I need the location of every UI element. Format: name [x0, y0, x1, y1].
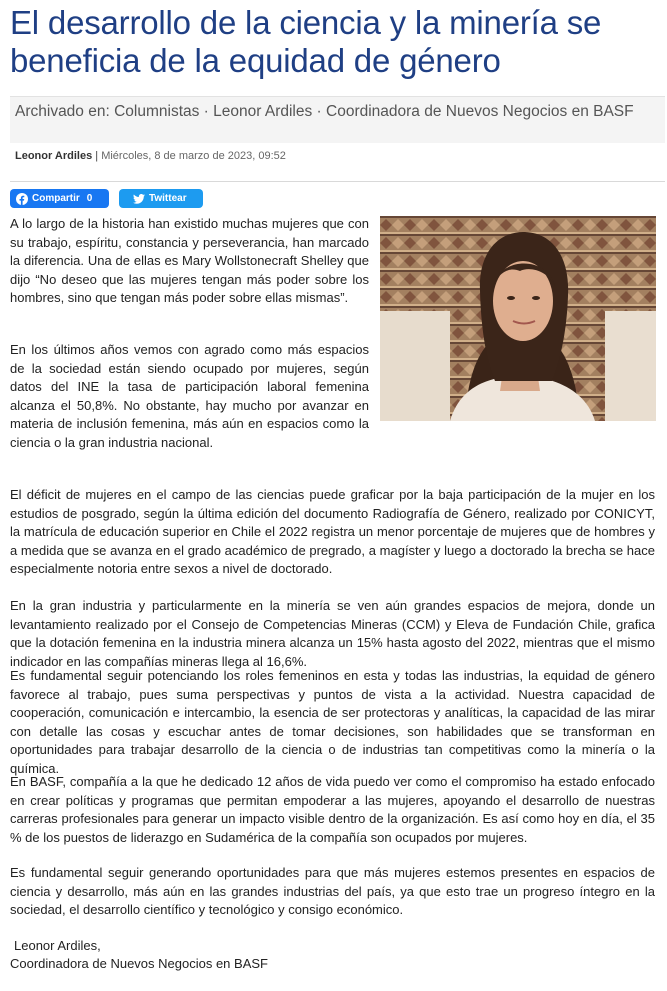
- paragraph-3: El déficit de mujeres en el campo de las ciencias puede graficar por la baja participación de la mujer en los estudios de posgrado, según la última edición del documento Radiografía de Género, realizado por CONICYT, la matrícula de educación superior en Chile el 2022 registra un menor porcentaje de mujeres que de hombres y a medida que se avanza en el grado académico de pregrado, a magíster y luego a doctorado la brecha se hace especialmente notoria entre sexos a nivel de doctorado.: [10, 487, 655, 576]
- paragraph-7: Es fundamental seguir generando oportunidades para que más mujeres estemos presentes en espacios de ciencia y desarrollo, más aún en las grandes industrias del país, ya que esto trae un progreso íntegro en la sociedad, el desarrollo científico y tecnológico y consigo económico.: [10, 865, 655, 917]
- twitter-share-button[interactable]: [119, 189, 203, 208]
- paragraph-5: Es fundamental seguir potenciando los roles femeninos en esta y todas las industrias, la equidad de género favorece al trabajo, pues suma perspectivas y puntos de vista a la actividad. Nuestra capacidad de cooperación, comunicación e intercambio, la esencia de ser protectoras y analíticas, la capacidad de las mirar con detalle las cosas y escuchar antes de tomar decisiones, son habilidades que se transforman en oportunidades para trabajar desarrollo de la ciencia o de industrias tan competitivas como la minería o la química.: [10, 668, 655, 776]
- divider: [10, 181, 665, 182]
- facebook-share-label: Compartir: [32, 193, 80, 204]
- facebook-share-count: 0: [86, 193, 93, 204]
- archive-info[interactable]: Archivado en: Columnistas · Leonor Ardiles · Coordinadora de Nuevos Negocios en BASF: [15, 103, 634, 120]
- archive-box: [10, 96, 665, 143]
- byline-date: Miércoles, 8 de marzo de 2023, 09:52: [101, 150, 286, 162]
- article-title: El desarrollo de la ciencia y la minería se beneficia de la equidad de género: [10, 4, 602, 79]
- facebook-icon: [16, 193, 28, 205]
- byline: [15, 150, 286, 162]
- paragraph-6: En BASF, compañía a la que he dedicado 12 años de vida puedo ver como el compromiso ha estado enfocado en crear políticas y programas que permitan empoderar a las mujeres, apoyando el desarrollo de nuestras carreras profesionales para generar un impacto visible dentro de la organización. Es así como hoy en día, el 35 % de los puestos de liderazgo en Sudamérica de la compañía son ocupados por mujeres.: [10, 774, 655, 845]
- signature-role: Coordinadora de Nuevos Negocios en BASF: [10, 956, 268, 971]
- paragraph-4: En la gran industria y particularmente en la minería se ven aún grandes espacios de mejora, donde un levantamiento realizado por el Consejo de Competencias Mineras (CCM) y Eleva de Fundación Chile, grafica que la dotación femenina en la industria minera alcanza un 15% hasta agosto del 2022, mientras que el mismo indicador en las compañías mineras llega al 16,6%.: [10, 598, 655, 669]
- twitter-share-label: Twittear: [149, 193, 187, 204]
- paragraph-1: A lo largo de la historia han existido muchas mujeres que con su trabajo, espíritu, constancia y perseverancia, han marcado la diferencia. Una de ellas es Mary Wollstonecraft Shelley que dijo “No deseo que las mujeres tengan más poder sobre los hombres, sino que tengan más poder sobre ellas mismas”.: [10, 216, 369, 305]
- facebook-share-button[interactable]: [10, 189, 109, 208]
- byline-author[interactable]: Leonor Ardiles: [15, 150, 93, 162]
- author-photo: [380, 216, 656, 421]
- author-portrait-illustration: [380, 216, 656, 421]
- byline-separator: |: [92, 150, 102, 162]
- twitter-bird-icon: [133, 194, 145, 204]
- paragraph-2: En los últimos años vemos con agrado como más espacios de la sociedad están siendo ocupado por mujeres, según datos del INE la tasa de participación laboral femenina alcanza el 50,8%. No obstante, hay mucho por avanzar en materia de inclusión femenina, más aún en espacios como la ciencia o la gran industria nacional.: [10, 342, 369, 450]
- signature-name: Leonor Ardiles,: [14, 938, 101, 953]
